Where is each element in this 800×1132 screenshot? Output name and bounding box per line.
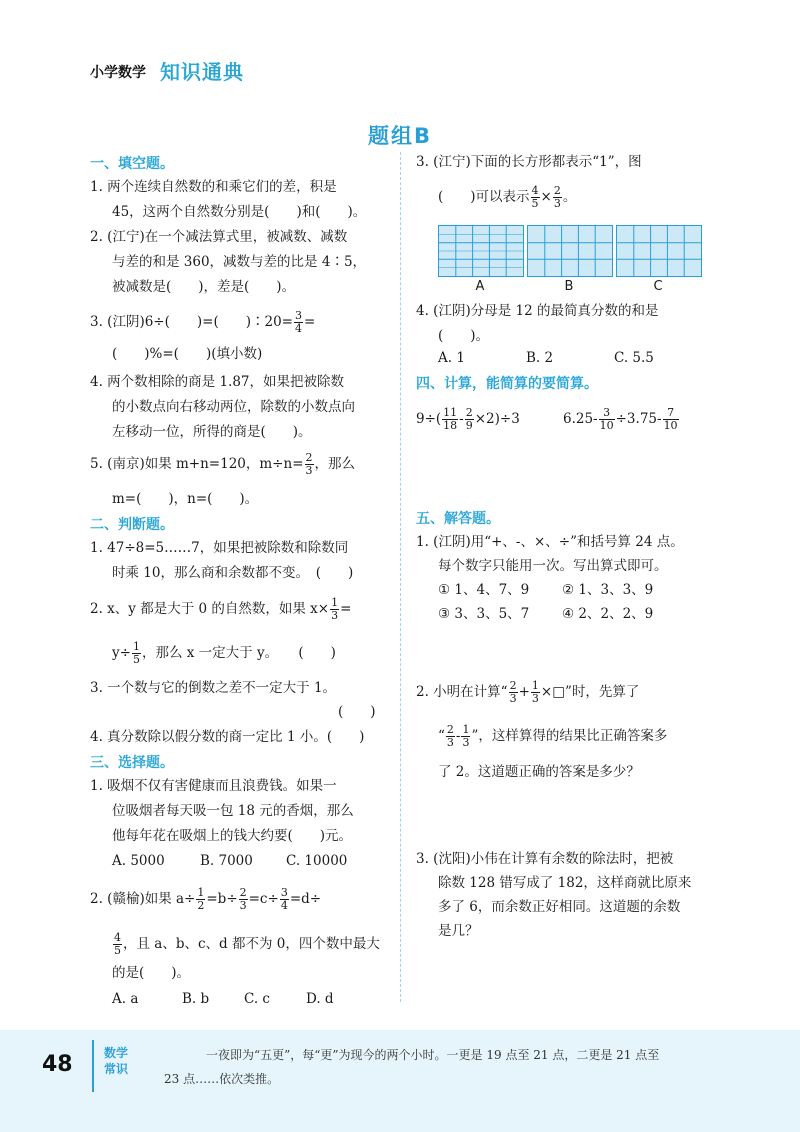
fraction-denominator: 3 bbox=[553, 197, 561, 210]
section-fill-in-title: 一、填空题。 bbox=[90, 156, 174, 172]
fraction bbox=[280, 887, 289, 912]
q3-2-line3: 的是( )。 bbox=[112, 965, 191, 981]
fraction-denominator: 5 bbox=[531, 197, 539, 210]
q1-2-line1: 2. (江宁)在一个减法算式里，被减数、减数 bbox=[90, 229, 348, 245]
fraction bbox=[531, 185, 540, 210]
fraction-denominator: 4 bbox=[294, 322, 302, 335]
fraction bbox=[330, 597, 339, 622]
math-tip-label: 数学常识 bbox=[104, 1046, 129, 1076]
q3-1-line2: 位吸烟者每天吸一包 18 元的香烟，那么 bbox=[112, 803, 354, 819]
footer-divider bbox=[92, 1040, 94, 1092]
q2-1-line1: 1. 47÷8=5……7，如果把被除数和除数同 bbox=[90, 540, 349, 556]
q3-2-text-g: ，且 a、b、c、d 都不为 0，四个数中最大 bbox=[123, 936, 380, 952]
q1-4-line3: 左移动一位，所得的商是( )。 bbox=[112, 424, 312, 440]
q5-1-item-2: ② 1、3、3、9 bbox=[562, 582, 654, 598]
q2-4-line1: 4. 真分数除以假分数的商一定比 1 小。( ) bbox=[90, 729, 365, 745]
fraction-numerator: 4 bbox=[531, 184, 539, 197]
figure-c-label: C bbox=[653, 279, 663, 294]
q1-3-tail: = bbox=[303, 314, 316, 330]
grid-a bbox=[439, 226, 523, 276]
q3-3-end: 。 bbox=[562, 189, 577, 205]
fraction-denominator: 3 bbox=[305, 464, 313, 477]
fraction bbox=[196, 887, 205, 912]
q5-3-line3: 多了 6，而余数正好相同。这道题的余数 bbox=[438, 899, 681, 915]
fraction bbox=[132, 641, 141, 666]
q5-2-f: ”，这样算得的结果比正确答案多 bbox=[471, 728, 668, 744]
section-compute-title: 四、计算，能简算的要简算。 bbox=[416, 376, 598, 392]
fraction-denominator: 10 bbox=[599, 419, 614, 432]
q1-5-line2: m=( )，n=( )。 bbox=[112, 491, 259, 507]
fraction bbox=[553, 185, 562, 210]
fraction-denominator: 3 bbox=[531, 692, 539, 705]
figure-c bbox=[616, 225, 702, 277]
figure-b-label: B bbox=[564, 279, 574, 294]
fraction-numerator: 4 bbox=[114, 931, 121, 944]
fraction bbox=[509, 680, 518, 705]
section-solve-title: 五、解答题。 bbox=[416, 511, 500, 527]
column-divider bbox=[400, 152, 401, 1002]
fraction bbox=[442, 407, 458, 432]
q3-2-line1 bbox=[90, 887, 321, 912]
q5-1-item-4: ④ 2、2、2、9 bbox=[562, 606, 654, 622]
q3-1-option-a: A. 5000 bbox=[112, 853, 165, 869]
book-series-label: 小学数学 bbox=[90, 65, 146, 81]
q2-2-line2 bbox=[112, 641, 336, 666]
figure-a bbox=[438, 225, 524, 277]
compute-expression-1 bbox=[416, 407, 520, 432]
q1-2-line3: 被减数是( )，差是( )。 bbox=[112, 279, 296, 295]
fraction bbox=[531, 680, 540, 705]
fraction-numerator: 2 bbox=[305, 451, 313, 464]
q3-1-option-b: B. 7000 bbox=[200, 853, 253, 869]
q5-3-line1: 3. (沈阳)小伟在计算有余数的除法时，把被 bbox=[416, 851, 674, 867]
fraction-numerator: 2 bbox=[465, 406, 473, 419]
q3-3-line2 bbox=[438, 185, 576, 210]
expr-1-a: 9÷( bbox=[416, 411, 442, 427]
q3-2-text: 2. (赣榆)如果 a÷ bbox=[90, 891, 196, 907]
group-title: 题组B bbox=[367, 124, 432, 148]
q1-5-text: 5. (南京)如果 m+n=120，m÷n= bbox=[90, 456, 304, 472]
q3-1-line3: 他每年花在吸烟上的钱大约要( )元。 bbox=[112, 828, 353, 844]
fraction-numerator: 1 bbox=[132, 640, 140, 653]
q5-2-line2 bbox=[438, 724, 667, 749]
fraction bbox=[446, 724, 455, 749]
fraction-denominator: 18 bbox=[443, 419, 458, 432]
q1-5-line1 bbox=[90, 452, 355, 477]
q3-3-text: ( )可以表示 bbox=[438, 189, 530, 205]
fraction-denominator: 9 bbox=[465, 419, 473, 432]
q5-2-line3: 了 2。这道题正确的答案是多少？ bbox=[438, 764, 640, 780]
fraction-denominator: 4 bbox=[280, 899, 288, 912]
fraction-denominator: 3 bbox=[462, 736, 470, 749]
q5-1-item-3: ③ 3、3、5、7 bbox=[438, 606, 530, 622]
q3-2-text-d: =d÷ bbox=[289, 891, 322, 907]
q3-4-option-a: A. 1 bbox=[438, 350, 465, 366]
q3-4-line1: 4. (江阴)分母是 12 的最简真分数的和是 bbox=[416, 303, 659, 319]
q5-1-item-1: ① 1、4、7、9 bbox=[438, 582, 530, 598]
fraction-numerator: 1 bbox=[197, 886, 205, 899]
q5-1-line1: 1. (江阴)用“+、-、×、÷”和括号算 24 点。 bbox=[416, 534, 684, 550]
fraction bbox=[305, 452, 314, 477]
q5-2-a: 2. 小明在计算“ bbox=[416, 684, 508, 700]
fraction-numerator: 1 bbox=[462, 723, 470, 736]
q1-4-line2: 的小数点向右移动两位，除数的小数点向 bbox=[112, 399, 355, 415]
section-true-false-title: 二、判断题。 bbox=[90, 517, 174, 533]
q3-4-line2: ( )。 bbox=[438, 328, 490, 344]
q1-5-tail: ，那么 bbox=[314, 456, 356, 472]
times-sign: × bbox=[540, 189, 552, 205]
q1-4-line1: 4. 两个数相除的商是 1.87，如果把被除数 bbox=[90, 374, 345, 390]
q2-2-text: 2. x、y 都是大于 0 的自然数，如果 x× bbox=[90, 601, 330, 617]
q2-2-text2: y÷ bbox=[112, 645, 131, 661]
q2-2-tail: ，那么 x 一定大于 y。 ( ) bbox=[141, 645, 336, 661]
q3-3-line1: 3. (江宁)下面的长方形都表示“1”，图 bbox=[416, 154, 642, 170]
q1-3-line1 bbox=[90, 310, 315, 335]
fraction-numerator: 3 bbox=[599, 407, 615, 420]
fraction bbox=[239, 887, 248, 912]
expr-1-minus: - bbox=[459, 411, 464, 427]
section-choice-title: 三、选择题。 bbox=[90, 755, 174, 771]
fraction-numerator: 2 bbox=[239, 886, 247, 899]
q3-2-option-c: C. c bbox=[244, 991, 270, 1007]
expr-1-b: ×2)÷3 bbox=[474, 411, 520, 427]
compute-expression-2 bbox=[563, 407, 680, 432]
q3-4-option-b: B. 2 bbox=[526, 350, 554, 366]
fraction bbox=[599, 407, 615, 432]
q1-3-text: 3. (江阴)6÷( )=( )∶20= bbox=[90, 314, 293, 330]
fraction-numerator: 3 bbox=[294, 309, 302, 322]
fraction-denominator: 3 bbox=[239, 899, 247, 912]
fraction-denominator: 10 bbox=[663, 419, 678, 432]
q3-2-option-d: D. d bbox=[306, 991, 334, 1007]
q2-2-eq: = bbox=[340, 601, 352, 617]
q3-2-text-b: =b÷ bbox=[206, 891, 238, 907]
fraction-numerator: 7 bbox=[663, 407, 679, 420]
figure-a-label: A bbox=[475, 279, 485, 294]
math-tip-line2: 23 点……依次类推。 bbox=[164, 1072, 280, 1086]
fraction-denominator: 5 bbox=[114, 944, 121, 957]
q3-4-option-c: C. 5.5 bbox=[614, 350, 654, 366]
fraction bbox=[294, 310, 303, 335]
grid-b bbox=[528, 226, 612, 276]
q1-2-line2: 与差的和是 360，减数与差的比是 4∶5， bbox=[112, 254, 367, 270]
q5-1-line2: 每个数字只能用一次。写出算式即可。 bbox=[438, 558, 668, 574]
fraction-denominator: 3 bbox=[331, 609, 339, 622]
q1-1-line1: 1. 两个连续自然数的和乘它们的差，积是 bbox=[90, 179, 337, 195]
q1-3-line2: ( )%=( )(填小数) bbox=[112, 346, 263, 362]
fraction-denominator: 5 bbox=[132, 653, 140, 666]
q5-2-c: ×□”时，先算了 bbox=[540, 684, 640, 700]
fraction-numerator: 1 bbox=[531, 679, 539, 692]
fraction-denominator: 2 bbox=[197, 899, 205, 912]
q3-2-option-b: B. b bbox=[182, 991, 210, 1007]
fraction-numerator: 1 bbox=[331, 596, 339, 609]
q5-2-line1 bbox=[416, 680, 639, 705]
fraction bbox=[113, 932, 122, 957]
q3-1-option-c: C. 10000 bbox=[286, 853, 348, 869]
q2-3-line1: 3. 一个数与它的倒数之差不一定大于 1。 bbox=[90, 680, 337, 696]
figure-b bbox=[527, 225, 613, 277]
q2-3-paren: ( ) bbox=[338, 704, 376, 720]
q5-2-open-quote: “ bbox=[438, 728, 445, 744]
q5-3-line4: 是几？ bbox=[438, 923, 479, 939]
q2-1-line2: 时乘 10，那么商和余数都不变。 ( ) bbox=[112, 565, 354, 581]
q3-2-text-c: =c÷ bbox=[248, 891, 279, 907]
fraction-numerator: 11 bbox=[443, 406, 458, 419]
expr-2-mid: ÷3.75- bbox=[615, 411, 662, 427]
q3-2-line2 bbox=[112, 932, 380, 957]
q2-2-line1 bbox=[90, 597, 351, 622]
fraction bbox=[461, 724, 470, 749]
fraction bbox=[663, 407, 679, 432]
fraction bbox=[465, 407, 474, 432]
q5-2-plus: + bbox=[518, 684, 530, 700]
fraction-denominator: 3 bbox=[509, 692, 517, 705]
book-title: 知识通典 bbox=[160, 60, 244, 84]
page-number: 48 bbox=[42, 1052, 73, 1077]
q3-1-line1: 1. 吸烟不仅有害健康而且浪费钱。如果一 bbox=[90, 778, 337, 794]
fraction-numerator: 2 bbox=[446, 723, 454, 736]
expr-2-a: 6.25- bbox=[563, 411, 598, 427]
grid-c bbox=[617, 226, 701, 276]
q5-3-line2: 除数 128 错写成了 182，这样商就比原来 bbox=[438, 875, 692, 891]
math-tip-line1: 一夜即为“五更”，每“更”为现今的两个小时。一更是 19 点至 21 点，二更是 21 点至 bbox=[206, 1048, 660, 1062]
fraction-numerator: 3 bbox=[280, 886, 288, 899]
fraction-numerator: 2 bbox=[509, 679, 517, 692]
q1-1-line2: 45，这两个自然数分别是( )和( )。 bbox=[112, 204, 367, 220]
fraction-numerator: 2 bbox=[553, 184, 561, 197]
fraction-denominator: 3 bbox=[446, 736, 454, 749]
q3-2-option-a: A. a bbox=[112, 991, 139, 1007]
q5-2-minus: - bbox=[455, 728, 461, 744]
